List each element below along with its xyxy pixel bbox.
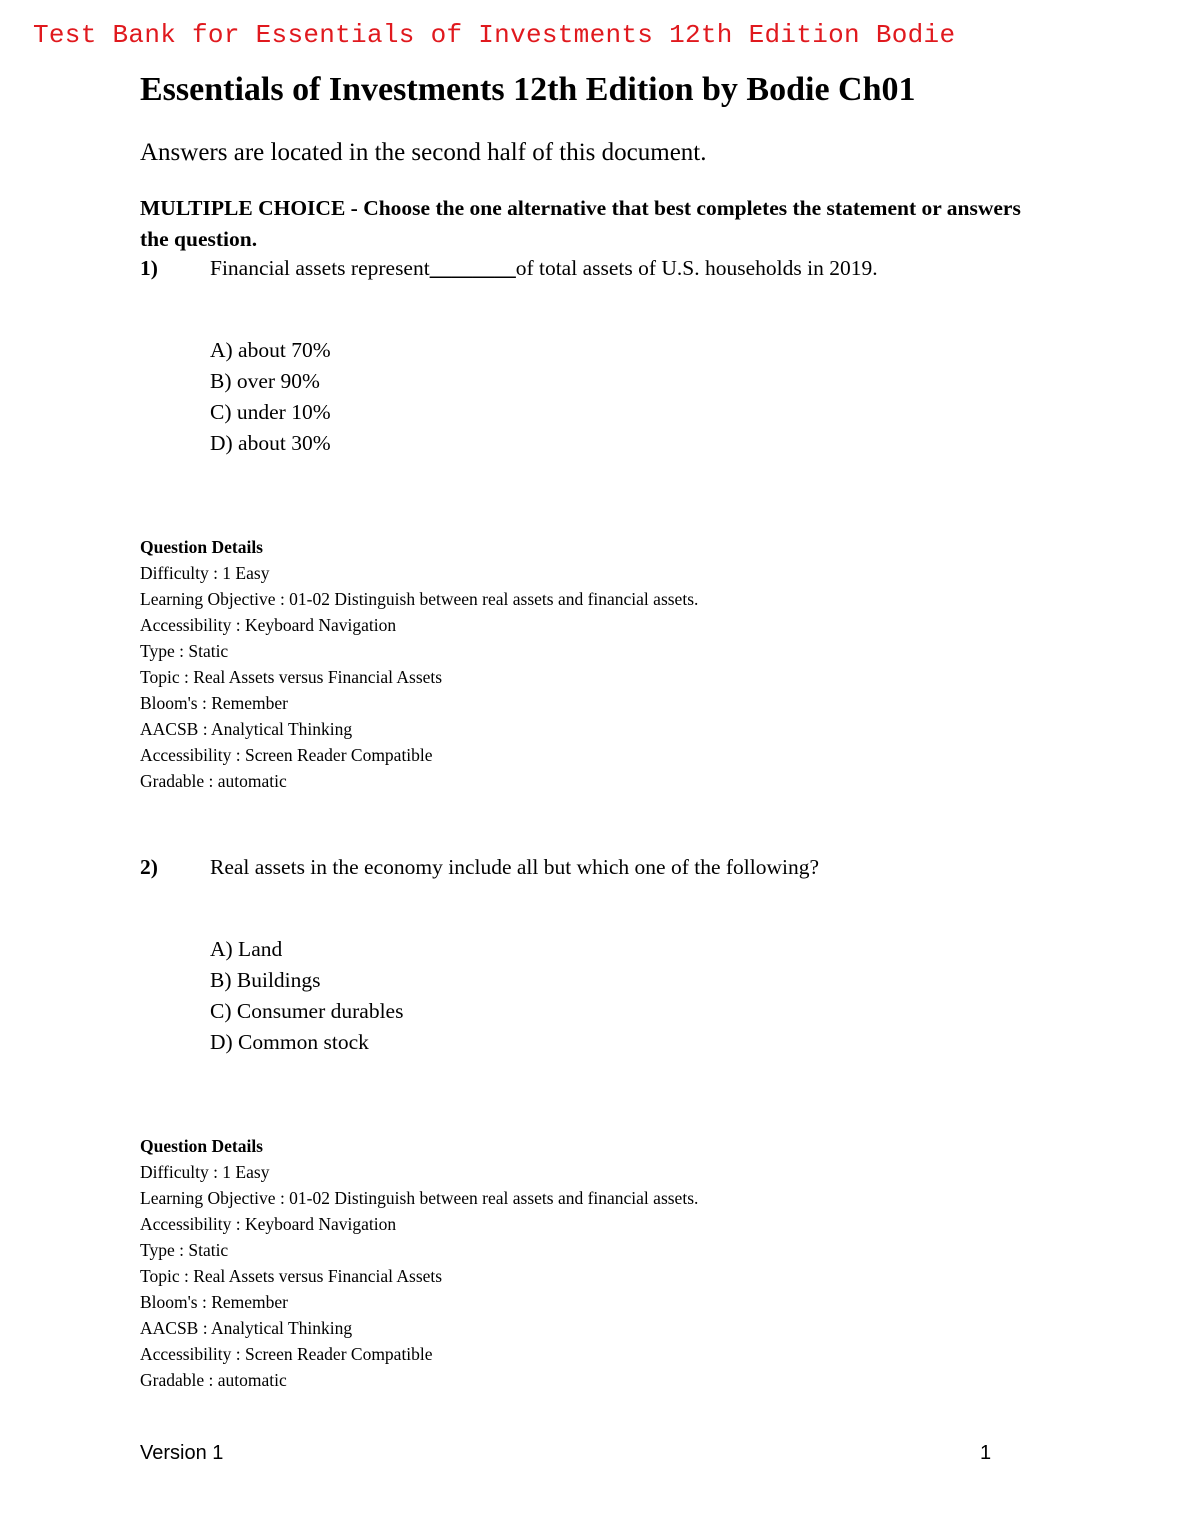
detail-blooms: Bloom's : Remember	[140, 693, 288, 713]
detail-accessibility-screen-reader: Accessibility : Screen Reader Compatible	[140, 1344, 433, 1364]
detail-topic: Topic : Real Assets versus Financial Assets	[140, 1266, 443, 1286]
detail-aacsb: AACSB : Analytical Thinking	[140, 1318, 353, 1338]
question-1-option-d: D) about 30%	[210, 431, 331, 455]
footer-version: Version 1	[140, 1442, 224, 1464]
detail-accessibility-screen-reader: Accessibility : Screen Reader Compatible	[140, 745, 433, 765]
question-2-details-title: Question Details	[140, 1136, 263, 1156]
question-2-details	[140, 1133, 698, 1393]
question-1-option-a: A) about 70%	[210, 338, 331, 362]
question-1-stem-start: Financial assets represent	[210, 256, 430, 280]
detail-type: Type : Static	[140, 641, 229, 661]
question-1-blank: ________	[429, 256, 516, 280]
question-1-options	[210, 335, 331, 459]
detail-topic: Topic : Real Assets versus Financial Assets	[140, 667, 443, 687]
question-2-stem: Real assets in the economy include all but which one of the following?	[210, 855, 820, 879]
question-2-option-d: D) Common stock	[210, 1030, 369, 1054]
detail-difficulty: Difficulty : 1 Easy	[140, 563, 270, 583]
question-1-stem	[210, 256, 878, 281]
document-title: Essentials of Investments 12th Edition by Bodie Ch01	[140, 71, 916, 108]
detail-accessibility-keyboard: Accessibility : Keyboard Navigation	[140, 615, 397, 635]
detail-gradable: Gradable : automatic	[140, 1370, 287, 1390]
detail-aacsb: AACSB : Analytical Thinking	[140, 719, 353, 739]
question-1-details-title: Question Details	[140, 537, 263, 557]
question-2-option-c: C) Consumer durables	[210, 999, 404, 1023]
detail-blooms: Bloom's : Remember	[140, 1292, 288, 1312]
question-2-option-b: B) Buildings	[210, 968, 321, 992]
section-heading: MULTIPLE CHOICE - Choose the one alternative that best completes the statement or answers the question.	[140, 196, 1021, 251]
question-1-stem-end: of total assets of U.S. households in 2019.	[515, 256, 878, 280]
watermark-banner: Test Bank for Essentials of Investments 12th Edition Bodie	[33, 20, 956, 50]
detail-learning-objective: Learning Objective : 01-02 Distinguish between real assets and financial assets.	[140, 1188, 699, 1208]
intro-note: Answers are located in the second half of this document.	[140, 139, 707, 166]
detail-learning-objective: Learning Objective : 01-02 Distinguish between real assets and financial assets.	[140, 589, 699, 609]
question-2-number: 2)	[140, 855, 158, 879]
detail-gradable: Gradable : automatic	[140, 771, 287, 791]
question-1-number: 1)	[140, 256, 158, 280]
question-1-details	[140, 534, 698, 794]
detail-difficulty: Difficulty : 1 Easy	[140, 1162, 270, 1182]
question-1-option-b: B) over 90%	[210, 369, 320, 393]
detail-accessibility-keyboard: Accessibility : Keyboard Navigation	[140, 1214, 397, 1234]
footer-page-number: 1	[980, 1442, 992, 1464]
question-2-options	[210, 934, 403, 1058]
detail-type: Type : Static	[140, 1240, 229, 1260]
question-2-option-a: A) Land	[210, 937, 283, 961]
question-1-option-c: C) under 10%	[210, 400, 331, 424]
